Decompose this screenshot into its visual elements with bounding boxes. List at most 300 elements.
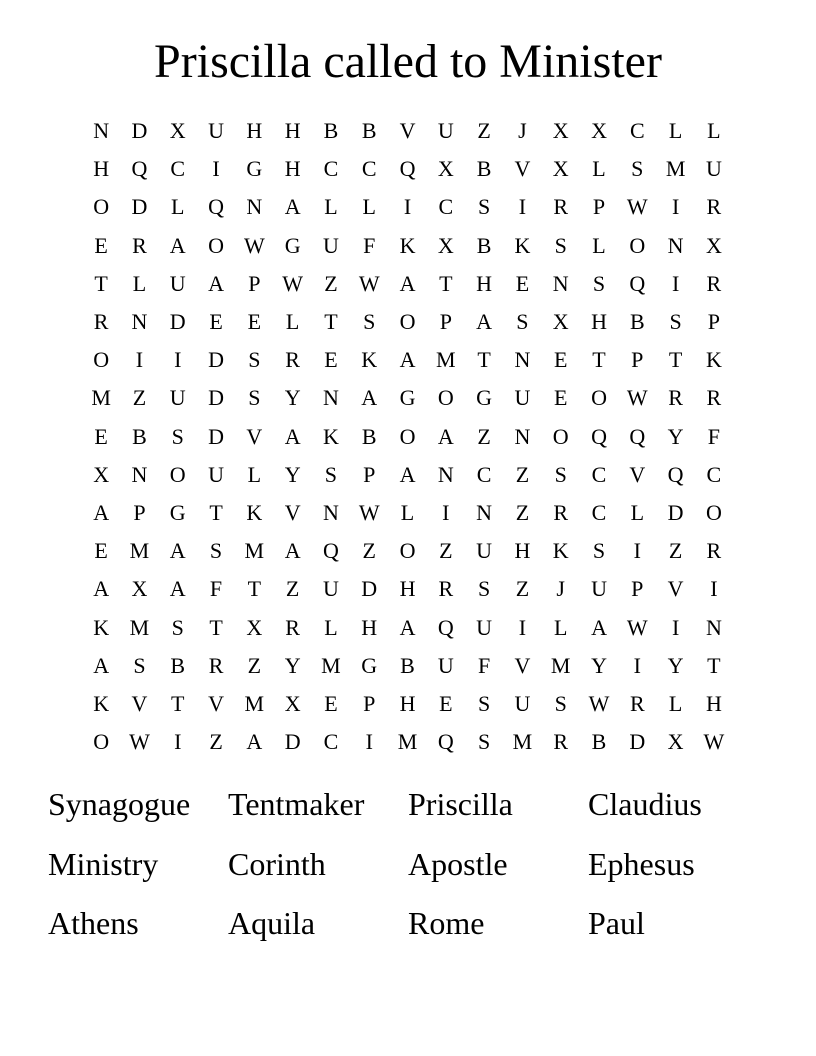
- grid-cell: B: [323, 118, 339, 144]
- grid-cell: R: [285, 614, 300, 640]
- grid-cell: Q: [131, 156, 148, 182]
- grid-cell: I: [135, 347, 144, 373]
- grid-cell: V: [246, 423, 263, 449]
- grid-cell: I: [671, 270, 680, 296]
- grid-cell: X: [667, 729, 684, 755]
- grid-cell: E: [94, 423, 108, 449]
- grid-cell: L: [247, 461, 262, 487]
- grid-cell: S: [171, 423, 184, 449]
- grid-cell: C: [170, 156, 186, 182]
- grid-cell: G: [284, 232, 301, 258]
- grid-cell: M: [665, 156, 686, 182]
- grid-cell: D: [169, 309, 186, 335]
- word-list-item: Aquila: [228, 905, 316, 941]
- grid-cell: W: [358, 499, 380, 525]
- grid-cell: I: [518, 614, 527, 640]
- grid-cell: Z: [132, 385, 147, 411]
- grid-cell: F: [209, 576, 223, 602]
- grid-cell: U: [169, 385, 186, 411]
- grid-cell: P: [631, 576, 644, 602]
- grid-cell: Z: [324, 270, 338, 296]
- grid-cell: X: [437, 156, 454, 182]
- grid-cell: W: [358, 270, 380, 296]
- grid-cell: O: [93, 729, 110, 755]
- grid-cell: R: [706, 385, 722, 411]
- grid-cell: S: [592, 538, 606, 564]
- grid-cell: H: [399, 690, 416, 716]
- grid-cell: R: [629, 690, 645, 716]
- page-title: Priscilla called to Minister: [154, 35, 662, 88]
- grid-cell: L: [668, 690, 683, 716]
- grid-cell: D: [667, 499, 684, 525]
- grid-cell: F: [363, 232, 376, 258]
- grid-cell: A: [284, 538, 301, 564]
- grid-cell: S: [516, 309, 529, 335]
- grid-cell: Q: [629, 270, 646, 296]
- grid-cell: U: [514, 385, 531, 411]
- grid-cell: Z: [515, 461, 530, 487]
- grid-cell: X: [591, 118, 607, 144]
- grid-cell: R: [553, 499, 569, 525]
- grid-cell: C: [323, 156, 339, 182]
- grid-cell: X: [169, 118, 186, 144]
- grid-cell: O: [705, 499, 722, 525]
- grid-cell: Z: [477, 423, 491, 449]
- grid-cell: V: [131, 690, 148, 716]
- grid-cell: R: [285, 347, 300, 373]
- grid-cell: K: [361, 347, 378, 373]
- grid-cell: A: [399, 347, 416, 373]
- grid-cell: D: [131, 194, 148, 220]
- grid-cell: Y: [284, 461, 301, 487]
- grid-cell: L: [553, 614, 568, 640]
- grid-cell: T: [477, 347, 491, 373]
- grid-cell: U: [437, 118, 454, 144]
- grid-cell: L: [668, 118, 683, 144]
- word-list-item: Claudius: [588, 786, 702, 822]
- grid-cell: U: [208, 461, 224, 487]
- grid-cell: L: [592, 156, 606, 182]
- grid-cell: T: [209, 499, 223, 525]
- grid-cell: H: [93, 156, 110, 182]
- grid-cell: A: [284, 423, 301, 449]
- grid-cell: Q: [437, 614, 454, 640]
- grid-cell: K: [399, 232, 416, 258]
- grid-cell: W: [588, 690, 610, 716]
- grid-cell: O: [399, 538, 416, 564]
- grid-cell: X: [284, 690, 301, 716]
- grid-cell: Z: [439, 538, 453, 564]
- grid-cell: C: [438, 194, 454, 220]
- grid-cell: Q: [322, 538, 339, 564]
- grid-cell: U: [322, 232, 339, 258]
- grid-cell: S: [133, 652, 146, 678]
- grid-cell: P: [707, 309, 721, 335]
- grid-cell: B: [170, 652, 186, 678]
- letter-grid: [82, 112, 734, 761]
- grid-cell: R: [553, 729, 569, 755]
- grid-cell: I: [403, 194, 412, 220]
- grid-cell: P: [363, 461, 376, 487]
- grid-cell: W: [626, 385, 648, 411]
- grid-cell: H: [591, 309, 607, 335]
- grid-cell: T: [94, 270, 108, 296]
- grid-cell: Q: [591, 423, 607, 449]
- grid-cell: D: [361, 576, 378, 602]
- grid-cell: A: [208, 270, 224, 296]
- grid-cell: A: [169, 576, 186, 602]
- grid-cell: N: [667, 232, 684, 258]
- grid-cell: Q: [437, 729, 454, 755]
- grid-cell: L: [592, 232, 606, 258]
- grid-cell: V: [514, 652, 531, 678]
- grid-cell: U: [169, 270, 186, 296]
- grid-cell: I: [442, 499, 450, 525]
- grid-cell: M: [512, 729, 533, 755]
- grid-cell: N: [131, 309, 148, 335]
- grid-cell: I: [174, 347, 182, 373]
- grid-cell: D: [284, 729, 301, 755]
- grid-cell: G: [361, 652, 378, 678]
- grid-cell: L: [324, 194, 338, 220]
- grid-cell: S: [248, 347, 261, 373]
- grid-cell: W: [703, 729, 725, 755]
- grid-cell: C: [629, 118, 645, 144]
- grid-cell: E: [515, 270, 530, 296]
- grid-cell: C: [323, 729, 339, 755]
- grid-cell: F: [477, 652, 491, 678]
- grid-cell: X: [705, 232, 722, 258]
- grid-cell: A: [476, 309, 493, 335]
- grid-cell: L: [171, 194, 185, 220]
- grid-cell: V: [208, 690, 224, 716]
- grid-cell: E: [247, 309, 262, 335]
- grid-cell: O: [93, 194, 110, 220]
- grid-cell: A: [591, 614, 607, 640]
- grid-cell: A: [399, 461, 416, 487]
- grid-cell: S: [592, 270, 606, 296]
- grid-cell: R: [706, 538, 722, 564]
- grid-cell: D: [208, 385, 224, 411]
- grid-cell: H: [361, 614, 378, 640]
- grid-cell: R: [706, 270, 722, 296]
- grid-cell: T: [324, 309, 338, 335]
- grid-cell: R: [553, 194, 569, 220]
- grid-cell: R: [132, 232, 147, 258]
- grid-cell: U: [208, 118, 224, 144]
- grid-cell: I: [633, 538, 641, 564]
- grid-cell: I: [671, 194, 680, 220]
- grid-cell: P: [248, 270, 261, 296]
- grid-cell: E: [209, 309, 223, 335]
- grid-cell: S: [631, 156, 644, 182]
- grid-cell: I: [518, 194, 527, 220]
- grid-cell: U: [437, 652, 454, 678]
- grid-cell: S: [477, 576, 491, 602]
- grid-cell: G: [169, 499, 186, 525]
- grid-cell: S: [554, 461, 567, 487]
- grid-cell: Y: [591, 652, 607, 678]
- grid-cell: R: [93, 309, 109, 335]
- grid-cell: W: [243, 232, 265, 258]
- grid-cell: H: [284, 156, 301, 182]
- grid-cell: N: [437, 461, 454, 487]
- grid-cell: O: [93, 347, 110, 373]
- word-list-item: Paul: [588, 905, 645, 941]
- grid-cell: W: [282, 270, 304, 296]
- grid-cell: L: [324, 614, 338, 640]
- grid-cell: O: [629, 232, 646, 258]
- grid-cell: S: [248, 385, 261, 411]
- grid-cell: Q: [629, 423, 646, 449]
- grid-cell: K: [93, 614, 110, 640]
- grid-cell: Y: [667, 423, 684, 449]
- grid-cell: Z: [285, 576, 300, 602]
- grid-cell: C: [361, 156, 377, 182]
- grid-cell: I: [710, 576, 718, 602]
- grid-cell: I: [365, 729, 373, 755]
- grid-cell: O: [399, 309, 416, 335]
- grid-cell: P: [363, 690, 376, 716]
- grid-cell: A: [284, 194, 301, 220]
- grid-cell: K: [246, 499, 263, 525]
- grid-cell: I: [671, 614, 680, 640]
- word-list-item: Ephesus: [588, 845, 695, 882]
- grid-cell: Z: [209, 729, 223, 755]
- grid-cell: R: [706, 194, 722, 220]
- grid-cell: C: [591, 461, 607, 487]
- grid-cell: W: [626, 194, 648, 220]
- grid-cell: V: [667, 576, 684, 602]
- grid-cell: A: [93, 499, 110, 525]
- grid-cell: E: [324, 690, 338, 716]
- grid-cell: Z: [362, 538, 376, 564]
- grid-cell: C: [591, 499, 607, 525]
- grid-cell: M: [397, 729, 418, 755]
- grid-cell: V: [514, 156, 531, 182]
- grid-cell: N: [514, 347, 531, 373]
- grid-cell: T: [668, 347, 683, 373]
- grid-cell: K: [322, 423, 339, 449]
- grid-cell: N: [552, 270, 569, 296]
- grid-cell: Y: [667, 652, 684, 678]
- grid-cell: H: [476, 270, 493, 296]
- grid-cell: S: [324, 461, 338, 487]
- grid-cell: A: [399, 614, 416, 640]
- grid-cell: E: [324, 347, 338, 373]
- grid-cell: M: [436, 347, 456, 373]
- grid-cell: U: [476, 614, 493, 640]
- word-list: [48, 778, 768, 957]
- grid-cell: Z: [668, 538, 683, 564]
- grid-cell: T: [592, 347, 606, 373]
- grid-cell: M: [321, 652, 341, 678]
- grid-cell: T: [439, 270, 453, 296]
- grid-cell: P: [592, 194, 606, 220]
- grid-cell: V: [284, 499, 301, 525]
- grid-cell: U: [514, 690, 531, 716]
- grid-cell: Y: [284, 652, 301, 678]
- word-list-item: Tentmaker: [228, 786, 365, 822]
- grid-cell: K: [514, 232, 531, 258]
- grid-cell: O: [591, 385, 607, 411]
- grid-cell: Q: [399, 156, 416, 182]
- grid-cell: N: [705, 614, 722, 640]
- grid-cell: H: [246, 118, 263, 144]
- grid-cell: X: [131, 576, 148, 602]
- grid-cell: M: [244, 690, 265, 716]
- grid-cell: T: [171, 690, 185, 716]
- word-list-item: Priscilla: [408, 786, 513, 822]
- grid-cell: Q: [208, 194, 224, 220]
- grid-cell: P: [133, 499, 146, 525]
- grid-cell: A: [399, 270, 416, 296]
- grid-cell: S: [477, 690, 491, 716]
- grid-cell: X: [552, 118, 569, 144]
- grid-cell: W: [626, 614, 648, 640]
- grid-cell: N: [93, 118, 110, 144]
- grid-cell: A: [361, 385, 378, 411]
- word-list-item: Ministry: [48, 845, 159, 882]
- grid-cell: Z: [515, 576, 530, 602]
- grid-cell: L: [362, 194, 376, 220]
- grid-cell: D: [629, 729, 646, 755]
- grid-cell: T: [209, 614, 223, 640]
- grid-cell: H: [705, 690, 722, 716]
- grid-cell: A: [169, 232, 186, 258]
- grid-cell: U: [322, 576, 339, 602]
- grid-cell: A: [437, 423, 454, 449]
- grid-cell: E: [439, 690, 453, 716]
- grid-cell: O: [437, 385, 454, 411]
- grid-cell: B: [476, 156, 492, 182]
- grid-cell: R: [668, 385, 683, 411]
- grid-cell: U: [591, 576, 607, 602]
- grid-cell: W: [129, 729, 150, 755]
- grid-cell: O: [552, 423, 569, 449]
- grid-cell: V: [629, 461, 646, 487]
- grid-cell: A: [93, 576, 110, 602]
- grid-cell: Z: [515, 499, 530, 525]
- word-list-item: Apostle: [408, 845, 508, 882]
- grid-cell: S: [669, 309, 682, 335]
- word-list-item: Synagogue: [48, 786, 191, 822]
- grid-cell: N: [131, 461, 148, 487]
- grid-cell: G: [246, 156, 263, 182]
- grid-cell: H: [514, 538, 531, 564]
- grid-cell: B: [132, 423, 147, 449]
- grid-cell: N: [476, 499, 493, 525]
- grid-cell: U: [705, 156, 722, 182]
- grid-cell: P: [439, 309, 452, 335]
- grid-cell: K: [705, 347, 722, 373]
- grid-cell: A: [246, 729, 263, 755]
- grid-cell: O: [399, 423, 416, 449]
- grid-cell: N: [514, 423, 531, 449]
- grid-cell: L: [132, 270, 147, 296]
- grid-cell: M: [129, 614, 150, 640]
- grid-cell: V: [399, 118, 416, 144]
- grid-cell: S: [477, 194, 491, 220]
- word-list-item: Corinth: [228, 845, 326, 882]
- grid-cell: K: [93, 690, 110, 716]
- grid-cell: B: [629, 309, 645, 335]
- grid-cell: J: [518, 118, 527, 144]
- grid-cell: T: [247, 576, 262, 602]
- grid-cell: B: [591, 729, 607, 755]
- grid-cell: O: [208, 232, 224, 258]
- grid-cell: L: [285, 309, 300, 335]
- grid-cell: D: [131, 118, 148, 144]
- grid-cell: Z: [247, 652, 262, 678]
- grid-cell: E: [553, 347, 568, 373]
- grid-cell: U: [476, 538, 493, 564]
- grid-cell: C: [476, 461, 492, 487]
- grid-cell: T: [707, 652, 721, 678]
- grid-cell: I: [633, 652, 641, 678]
- grid-cell: E: [553, 385, 568, 411]
- grid-cell: L: [630, 499, 645, 525]
- grid-cell: L: [707, 118, 721, 144]
- grid-cell: R: [438, 576, 454, 602]
- grid-cell: K: [552, 538, 569, 564]
- grid-cell: H: [399, 576, 416, 602]
- grid-cell: S: [209, 538, 223, 564]
- grid-cell: N: [246, 194, 263, 220]
- grid-cell: J: [556, 576, 565, 602]
- grid-cell: X: [246, 614, 263, 640]
- grid-cell: S: [477, 729, 491, 755]
- grid-cell: A: [169, 538, 186, 564]
- grid-cell: M: [129, 538, 150, 564]
- grid-cell: X: [552, 156, 569, 182]
- grid-cell: H: [284, 118, 301, 144]
- grid-cell: S: [171, 614, 184, 640]
- grid-cell: I: [212, 156, 220, 182]
- grid-cell: B: [361, 118, 377, 144]
- grid-cell: O: [169, 461, 186, 487]
- grid-cell: B: [476, 232, 492, 258]
- grid-cell: M: [244, 538, 265, 564]
- grid-cell: A: [93, 652, 110, 678]
- grid-cell: Q: [667, 461, 684, 487]
- grid-cell: G: [399, 385, 416, 411]
- grid-cell: X: [437, 232, 454, 258]
- grid-cell: S: [554, 232, 567, 258]
- grid-cell: E: [94, 232, 108, 258]
- grid-cell: I: [174, 729, 182, 755]
- grid-cell: Z: [477, 118, 491, 144]
- grid-cell: B: [361, 423, 377, 449]
- grid-cell: G: [476, 385, 493, 411]
- word-list-item: Athens: [48, 905, 139, 941]
- grid-cell: E: [94, 538, 108, 564]
- grid-cell: M: [550, 652, 571, 678]
- grid-cell: P: [631, 347, 644, 373]
- grid-cell: M: [91, 385, 111, 411]
- grid-cell: N: [322, 499, 339, 525]
- grid-cell: D: [208, 423, 224, 449]
- grid-cell: Y: [284, 385, 301, 411]
- grid-cell: S: [554, 690, 567, 716]
- grid-cell: S: [363, 309, 376, 335]
- grid-cell: C: [706, 461, 722, 487]
- grid-cell: D: [208, 347, 224, 373]
- grid-cell: L: [400, 499, 415, 525]
- grid-cell: X: [93, 461, 110, 487]
- grid-cell: F: [707, 423, 721, 449]
- word-list-item: Rome: [408, 905, 485, 941]
